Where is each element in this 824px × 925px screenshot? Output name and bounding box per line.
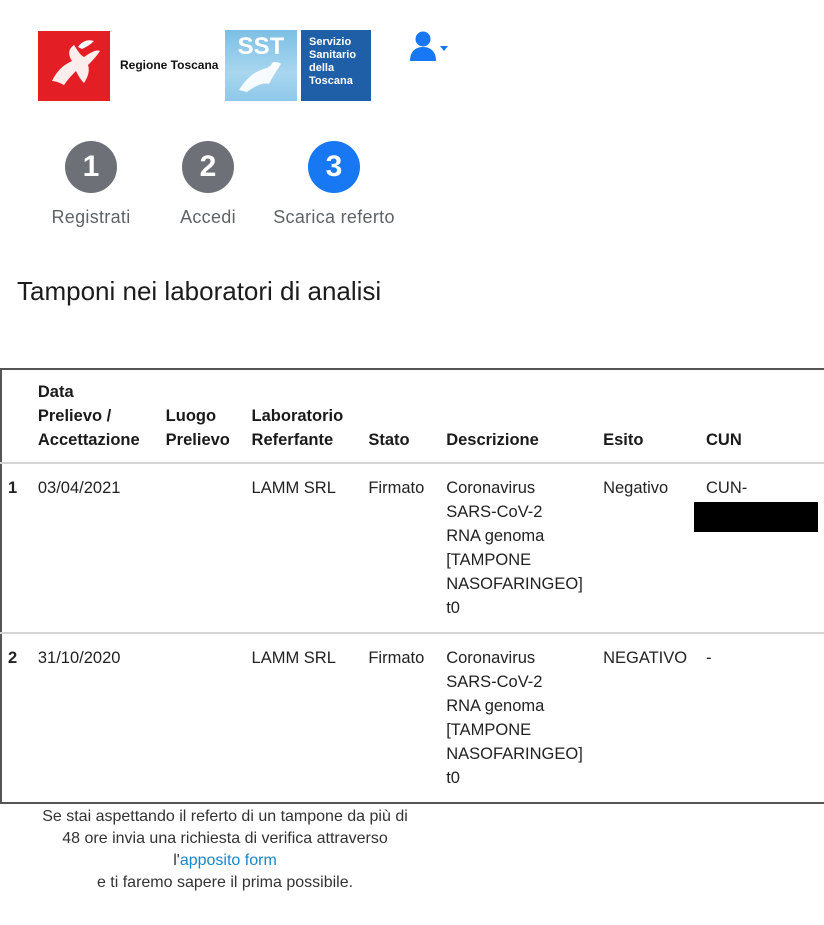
sst-name-line: Toscana xyxy=(309,75,353,87)
col-descrizione-header: Descrizione xyxy=(440,369,597,463)
footer-line: 48 ore invia una richiesta di verifica attraverso xyxy=(62,830,388,847)
step-number-badge: 3 xyxy=(308,141,360,193)
header-line: Prelievo xyxy=(165,431,230,449)
step-scarica-referto[interactable] xyxy=(259,141,409,228)
step-label: Scarica referto xyxy=(273,207,395,227)
header-line: Laboratorio xyxy=(251,407,344,425)
cell-stato: Firmato xyxy=(362,633,440,803)
cell-luogo xyxy=(160,633,246,803)
sst-logo xyxy=(225,30,297,101)
row-index: 1 xyxy=(8,479,18,497)
col-index-header xyxy=(1,369,32,463)
cell-esito: Negativo xyxy=(603,479,669,497)
col-laboratorio-header xyxy=(246,369,363,463)
desc-line: [TAMPONE xyxy=(446,721,532,739)
sst-name-line: della xyxy=(309,62,335,74)
footer-line: Se stai aspettando il referto di un tampone da più di xyxy=(42,808,408,825)
cell-cun: - xyxy=(700,633,824,803)
header-line: Referfante xyxy=(251,431,334,449)
cell-esito: NEGATIVO xyxy=(597,633,700,803)
redaction-block xyxy=(694,502,818,532)
desc-line: [TAMPONE xyxy=(446,551,532,569)
sst-emblem-icon xyxy=(225,30,297,101)
caret-down-icon xyxy=(440,46,448,51)
cell-cun xyxy=(700,463,824,633)
cell-laboratorio: LAMM SRL xyxy=(251,479,336,497)
table-header-row xyxy=(1,369,824,463)
step-number-badge: 1 xyxy=(65,141,117,193)
col-luogo-header xyxy=(160,369,246,463)
header-line: Prelievo / xyxy=(37,407,112,425)
page-title: Tamponi nei laboratori di analisi xyxy=(17,276,382,306)
desc-line: SARS-CoV-2 xyxy=(446,503,543,521)
col-stato-header: Stato xyxy=(362,369,440,463)
regione-toscana-logo xyxy=(38,31,110,101)
cell-laboratorio: LAMM SRL xyxy=(246,633,363,803)
user-icon xyxy=(410,32,436,62)
pegasus-icon xyxy=(38,31,110,101)
desc-line: Coronavirus xyxy=(446,649,536,667)
step-number-badge: 2 xyxy=(182,141,234,193)
step-label: Accedi xyxy=(180,207,236,227)
desc-line: SARS-CoV-2 xyxy=(446,673,543,691)
desc-line: NASOFARINGEO] xyxy=(446,575,583,593)
desc-line: t0 xyxy=(446,769,460,787)
user-menu-button[interactable] xyxy=(408,30,452,64)
desc-line: NASOFARINGEO] xyxy=(446,745,583,763)
apposito-form-link[interactable]: apposito form xyxy=(179,852,277,869)
footer-link-prefix: l' xyxy=(173,852,180,869)
cell-stato: Firmato xyxy=(368,479,425,497)
header-line: Accettazione xyxy=(37,431,140,449)
sst-name-line: Servizio xyxy=(309,36,352,48)
sst-logo-text: SST xyxy=(237,33,285,60)
cell-descrizione xyxy=(440,463,597,633)
desc-line: RNA genoma xyxy=(446,697,545,715)
col-esito-header: Esito xyxy=(597,369,700,463)
header-line: Data xyxy=(37,383,74,401)
footer-line: e ti faremo sapere il prima possibile. xyxy=(96,874,354,891)
sst-name-line: Sanitario xyxy=(309,49,357,61)
col-cun-header: CUN xyxy=(700,369,824,463)
cun-value: CUN- xyxy=(706,479,748,497)
cell-data: 03/04/2021 xyxy=(37,479,121,497)
row-index: 2 xyxy=(1,633,32,803)
sst-name-box xyxy=(301,30,371,101)
step-accedi[interactable] xyxy=(138,141,278,228)
tamponi-table xyxy=(0,368,824,804)
cell-luogo xyxy=(160,463,246,633)
desc-line: RNA genoma xyxy=(446,527,545,545)
cell-descrizione xyxy=(440,633,597,803)
table-row xyxy=(1,463,824,633)
footer-note xyxy=(0,806,450,894)
desc-line: Coronavirus xyxy=(446,479,536,497)
col-data-header xyxy=(32,369,160,463)
header-line: Luogo xyxy=(165,407,217,425)
step-label: Registrati xyxy=(51,207,131,227)
regione-label: Regione Toscana xyxy=(120,58,219,72)
cell-data: 31/10/2020 xyxy=(32,633,160,803)
table-row xyxy=(1,633,824,803)
desc-line: t0 xyxy=(446,599,460,617)
